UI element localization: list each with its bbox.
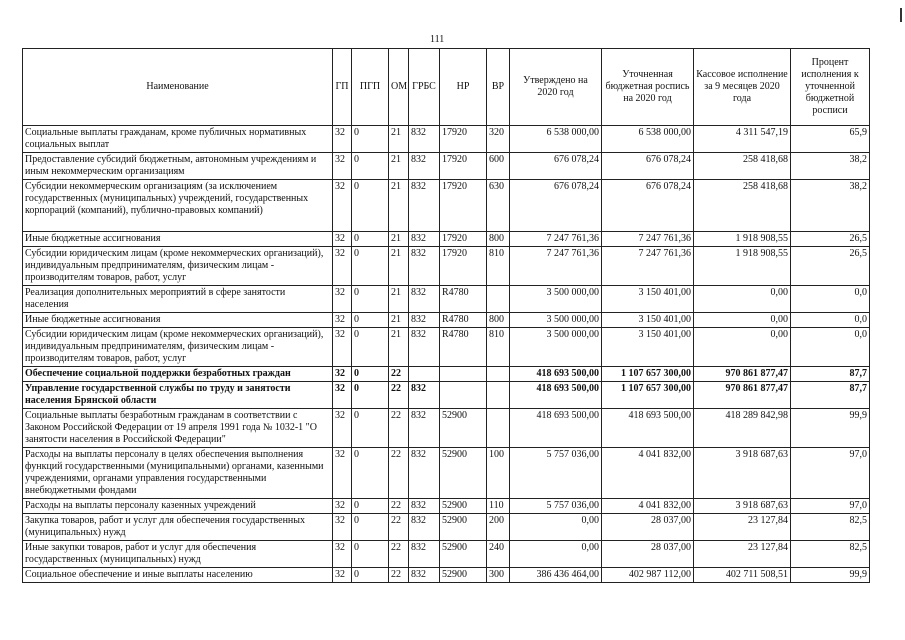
- header-row: [23, 49, 870, 126]
- cell-grbs: 832: [409, 541, 440, 568]
- cell-name: Предоставление субсидий бюджетным, автономным учреждениям и иным некоммерческим организациям: [23, 153, 333, 180]
- edge-mark: [900, 8, 902, 22]
- cell-percent: 82,5: [791, 514, 870, 541]
- cell-om: 22: [389, 382, 409, 409]
- cell-refined: 3 150 401,00: [602, 313, 694, 328]
- cell-gp: 32: [333, 409, 352, 448]
- cell-name: Иные бюджетные ассигнования: [23, 232, 333, 247]
- cell-np: R4780: [440, 328, 487, 367]
- table-row: [23, 247, 870, 286]
- cell-grbs: 832: [409, 568, 440, 583]
- cell-cash: 0,00: [694, 286, 791, 313]
- cell-percent: 0,0: [791, 313, 870, 328]
- table-row: [23, 328, 870, 367]
- cell-grbs: 832: [409, 153, 440, 180]
- cell-pgp: 0: [352, 153, 389, 180]
- cell-name: Субсидии юридическим лицам (кроме некоммерческих организаций), индивидуальным предпринимателям, физическим лицам - производителям товаров, работ, услуг: [23, 247, 333, 286]
- cell-gp: 32: [333, 382, 352, 409]
- cell-om: 21: [389, 313, 409, 328]
- table-row: [23, 126, 870, 153]
- cell-refined: 4 041 832,00: [602, 499, 694, 514]
- cell-approved: 5 757 036,00: [510, 448, 602, 499]
- cell-approved: 3 500 000,00: [510, 328, 602, 367]
- cell-vr: 240: [487, 541, 510, 568]
- cell-vr: [487, 382, 510, 409]
- cell-vr: 100: [487, 448, 510, 499]
- cell-np: [440, 367, 487, 382]
- cell-gp: 32: [333, 448, 352, 499]
- cell-cash: 970 861 877,47: [694, 382, 791, 409]
- header-om: ОМ: [389, 49, 409, 126]
- cell-om: 22: [389, 499, 409, 514]
- cell-om: 21: [389, 180, 409, 232]
- table-row: [23, 153, 870, 180]
- cell-vr: 600: [487, 153, 510, 180]
- cell-om: 22: [389, 367, 409, 382]
- cell-refined: 676 078,24: [602, 153, 694, 180]
- cell-vr: [487, 367, 510, 382]
- header-pgp: ПГП: [352, 49, 389, 126]
- table-row: [23, 409, 870, 448]
- cell-grbs: 832: [409, 409, 440, 448]
- cell-pgp: 0: [352, 247, 389, 286]
- cell-name: Реализация дополнительных мероприятий в сфере занятости населения: [23, 286, 333, 313]
- cell-percent: 87,7: [791, 382, 870, 409]
- cell-name: Субсидии юридическим лицам (кроме некоммерческих организаций), индивидуальным предпринимателям, физическим лицам - производителям товаров, работ, услуг: [23, 328, 333, 367]
- cell-vr: 200: [487, 514, 510, 541]
- cell-approved: 3 500 000,00: [510, 286, 602, 313]
- cell-approved: 418 693 500,00: [510, 382, 602, 409]
- cell-cash: 4 311 547,19: [694, 126, 791, 153]
- cell-np: 17920: [440, 153, 487, 180]
- cell-cash: 258 418,68: [694, 153, 791, 180]
- cell-approved: 5 757 036,00: [510, 499, 602, 514]
- cell-om: 22: [389, 448, 409, 499]
- cell-percent: 38,2: [791, 153, 870, 180]
- cell-name: Иные закупки товаров, работ и услуг для обеспечения государственных (муниципальных) нужд: [23, 541, 333, 568]
- cell-pgp: 0: [352, 541, 389, 568]
- cell-gp: 32: [333, 313, 352, 328]
- cell-gp: 32: [333, 286, 352, 313]
- cell-pgp: 0: [352, 313, 389, 328]
- cell-name: Обеспечение социальной поддержки безработных граждан: [23, 367, 333, 382]
- cell-np: 17920: [440, 247, 487, 286]
- cell-name: Расходы на выплаты персоналу казенных учреждений: [23, 499, 333, 514]
- cell-refined: 418 693 500,00: [602, 409, 694, 448]
- cell-approved: 3 500 000,00: [510, 313, 602, 328]
- cell-grbs: 832: [409, 180, 440, 232]
- table-row: [23, 313, 870, 328]
- cell-np: 52900: [440, 499, 487, 514]
- cell-grbs: 832: [409, 514, 440, 541]
- cell-refined: 3 150 401,00: [602, 328, 694, 367]
- budget-table: [22, 48, 870, 583]
- cell-vr: 810: [487, 247, 510, 286]
- cell-vr: 110: [487, 499, 510, 514]
- cell-grbs: [409, 367, 440, 382]
- cell-om: 22: [389, 514, 409, 541]
- cell-grbs: 832: [409, 126, 440, 153]
- cell-refined: 1 107 657 300,00: [602, 367, 694, 382]
- cell-percent: 38,2: [791, 180, 870, 232]
- cell-vr: 630: [487, 180, 510, 232]
- cell-percent: 26,5: [791, 232, 870, 247]
- cell-pgp: 0: [352, 382, 389, 409]
- cell-name: Социальные выплаты безработным гражданам в соответствии с Законом Российской Федерации от 19 апреля 1991 года № 1032-1 "О занятости населения в Российской Федерации": [23, 409, 333, 448]
- cell-refined: 4 041 832,00: [602, 448, 694, 499]
- cell-grbs: 832: [409, 382, 440, 409]
- cell-grbs: 832: [409, 448, 440, 499]
- cell-om: 21: [389, 328, 409, 367]
- cell-pgp: 0: [352, 409, 389, 448]
- cell-pgp: 0: [352, 180, 389, 232]
- cell-percent: 99,9: [791, 568, 870, 583]
- table-row: [23, 514, 870, 541]
- header-np: НР: [440, 49, 487, 126]
- cell-approved: 0,00: [510, 541, 602, 568]
- header-approved: Утверждено на 2020 год: [510, 49, 602, 126]
- cell-gp: 32: [333, 126, 352, 153]
- cell-cash: 970 861 877,47: [694, 367, 791, 382]
- cell-np: R4780: [440, 313, 487, 328]
- cell-gp: 32: [333, 247, 352, 286]
- cell-refined: 7 247 761,36: [602, 232, 694, 247]
- cell-om: 22: [389, 409, 409, 448]
- cell-vr: [487, 409, 510, 448]
- cell-vr: 800: [487, 232, 510, 247]
- cell-percent: 99,9: [791, 409, 870, 448]
- cell-grbs: 832: [409, 247, 440, 286]
- cell-np: 52900: [440, 568, 487, 583]
- cell-np: 52900: [440, 514, 487, 541]
- cell-om: 21: [389, 153, 409, 180]
- table-row: [23, 568, 870, 583]
- cell-np: 17920: [440, 126, 487, 153]
- table-body: [23, 126, 870, 583]
- cell-np: [440, 382, 487, 409]
- cell-percent: 0,0: [791, 328, 870, 367]
- cell-name: Управление государственной службы по труду и занятости населения Брянской области: [23, 382, 333, 409]
- cell-om: 21: [389, 126, 409, 153]
- cell-np: 17920: [440, 232, 487, 247]
- header-gp: ГП: [333, 49, 352, 126]
- cell-np: 17920: [440, 180, 487, 232]
- cell-pgp: 0: [352, 568, 389, 583]
- table-row: [23, 499, 870, 514]
- header-cash: Кассовое исполнение за 9 месяцев 2020 года: [694, 49, 791, 126]
- cell-approved: 386 436 464,00: [510, 568, 602, 583]
- table-row: [23, 286, 870, 313]
- cell-om: 22: [389, 568, 409, 583]
- cell-name: Социальные выплаты гражданам, кроме публичных нормативных социальных выплат: [23, 126, 333, 153]
- cell-gp: 32: [333, 180, 352, 232]
- cell-vr: 800: [487, 313, 510, 328]
- cell-cash: 23 127,84: [694, 514, 791, 541]
- cell-pgp: 0: [352, 328, 389, 367]
- cell-cash: 0,00: [694, 313, 791, 328]
- cell-refined: 28 037,00: [602, 541, 694, 568]
- cell-grbs: 832: [409, 286, 440, 313]
- table-row: [23, 382, 870, 409]
- header-refined: Уточненная бюджетная роспись на 2020 год: [602, 49, 694, 126]
- cell-name: Социальное обеспечение и иные выплаты населению: [23, 568, 333, 583]
- cell-gp: 32: [333, 541, 352, 568]
- cell-percent: 97,0: [791, 448, 870, 499]
- cell-refined: 676 078,24: [602, 180, 694, 232]
- cell-approved: 7 247 761,36: [510, 247, 602, 286]
- cell-vr: 320: [487, 126, 510, 153]
- cell-grbs: 832: [409, 313, 440, 328]
- cell-pgp: 0: [352, 232, 389, 247]
- cell-om: 21: [389, 232, 409, 247]
- cell-approved: 0,00: [510, 514, 602, 541]
- header-vr: ВР: [487, 49, 510, 126]
- cell-gp: 32: [333, 499, 352, 514]
- cell-gp: 32: [333, 568, 352, 583]
- table-row: [23, 448, 870, 499]
- cell-pgp: 0: [352, 499, 389, 514]
- cell-gp: 32: [333, 232, 352, 247]
- cell-om: 22: [389, 541, 409, 568]
- cell-pgp: 0: [352, 514, 389, 541]
- table-row: [23, 232, 870, 247]
- page-number: 111: [430, 34, 445, 45]
- cell-cash: 23 127,84: [694, 541, 791, 568]
- cell-percent: 0,0: [791, 286, 870, 313]
- cell-percent: 65,9: [791, 126, 870, 153]
- cell-np: 52900: [440, 541, 487, 568]
- cell-name: Расходы на выплаты персоналу в целях обеспечения выполнения функций государственными (муниципальными) органами, казенными учреждениями, органами управления государственными внебюджетными фондами: [23, 448, 333, 499]
- cell-approved: 418 693 500,00: [510, 409, 602, 448]
- cell-cash: 1 918 908,55: [694, 247, 791, 286]
- cell-gp: 32: [333, 328, 352, 367]
- cell-refined: 3 150 401,00: [602, 286, 694, 313]
- table-row: [23, 367, 870, 382]
- cell-gp: 32: [333, 514, 352, 541]
- cell-refined: 7 247 761,36: [602, 247, 694, 286]
- cell-np: 52900: [440, 448, 487, 499]
- cell-percent: 82,5: [791, 541, 870, 568]
- cell-np: R4780: [440, 286, 487, 313]
- cell-cash: 3 918 687,63: [694, 499, 791, 514]
- header-percent: Процент исполнения к уточненной бюджетной росписи: [791, 49, 870, 126]
- cell-om: 21: [389, 286, 409, 313]
- cell-percent: 26,5: [791, 247, 870, 286]
- cell-vr: 810: [487, 328, 510, 367]
- cell-grbs: 832: [409, 232, 440, 247]
- header-grbs: ГРБС: [409, 49, 440, 126]
- cell-cash: 3 918 687,63: [694, 448, 791, 499]
- cell-grbs: 832: [409, 328, 440, 367]
- cell-percent: 97,0: [791, 499, 870, 514]
- cell-np: 52900: [440, 409, 487, 448]
- cell-refined: 28 037,00: [602, 514, 694, 541]
- cell-vr: [487, 286, 510, 313]
- cell-cash: 258 418,68: [694, 180, 791, 232]
- table-row: [23, 180, 870, 232]
- cell-grbs: 832: [409, 499, 440, 514]
- cell-pgp: 0: [352, 126, 389, 153]
- cell-cash: 1 918 908,55: [694, 232, 791, 247]
- cell-cash: 402 711 508,51: [694, 568, 791, 583]
- cell-gp: 32: [333, 153, 352, 180]
- cell-pgp: 0: [352, 367, 389, 382]
- cell-vr: 300: [487, 568, 510, 583]
- cell-pgp: 0: [352, 286, 389, 313]
- cell-cash: 418 289 842,98: [694, 409, 791, 448]
- cell-name: Субсидии некоммерческим организациям (за исключением государственных (муниципальных) учреждений, государственных корпораций (компаний), публично-правовых компаний): [23, 180, 333, 232]
- cell-refined: 6 538 000,00: [602, 126, 694, 153]
- cell-approved: 676 078,24: [510, 180, 602, 232]
- cell-percent: 87,7: [791, 367, 870, 382]
- cell-name: Закупка товаров, работ и услуг для обеспечения государственных (муниципальных) нужд: [23, 514, 333, 541]
- cell-refined: 1 107 657 300,00: [602, 382, 694, 409]
- cell-approved: 418 693 500,00: [510, 367, 602, 382]
- table-row: [23, 541, 870, 568]
- header-name: Наименование: [23, 49, 333, 126]
- cell-cash: 0,00: [694, 328, 791, 367]
- cell-om: 21: [389, 247, 409, 286]
- cell-name: Иные бюджетные ассигнования: [23, 313, 333, 328]
- cell-approved: 6 538 000,00: [510, 126, 602, 153]
- cell-refined: 402 987 112,00: [602, 568, 694, 583]
- cell-approved: 676 078,24: [510, 153, 602, 180]
- cell-gp: 32: [333, 367, 352, 382]
- cell-pgp: 0: [352, 448, 389, 499]
- cell-approved: 7 247 761,36: [510, 232, 602, 247]
